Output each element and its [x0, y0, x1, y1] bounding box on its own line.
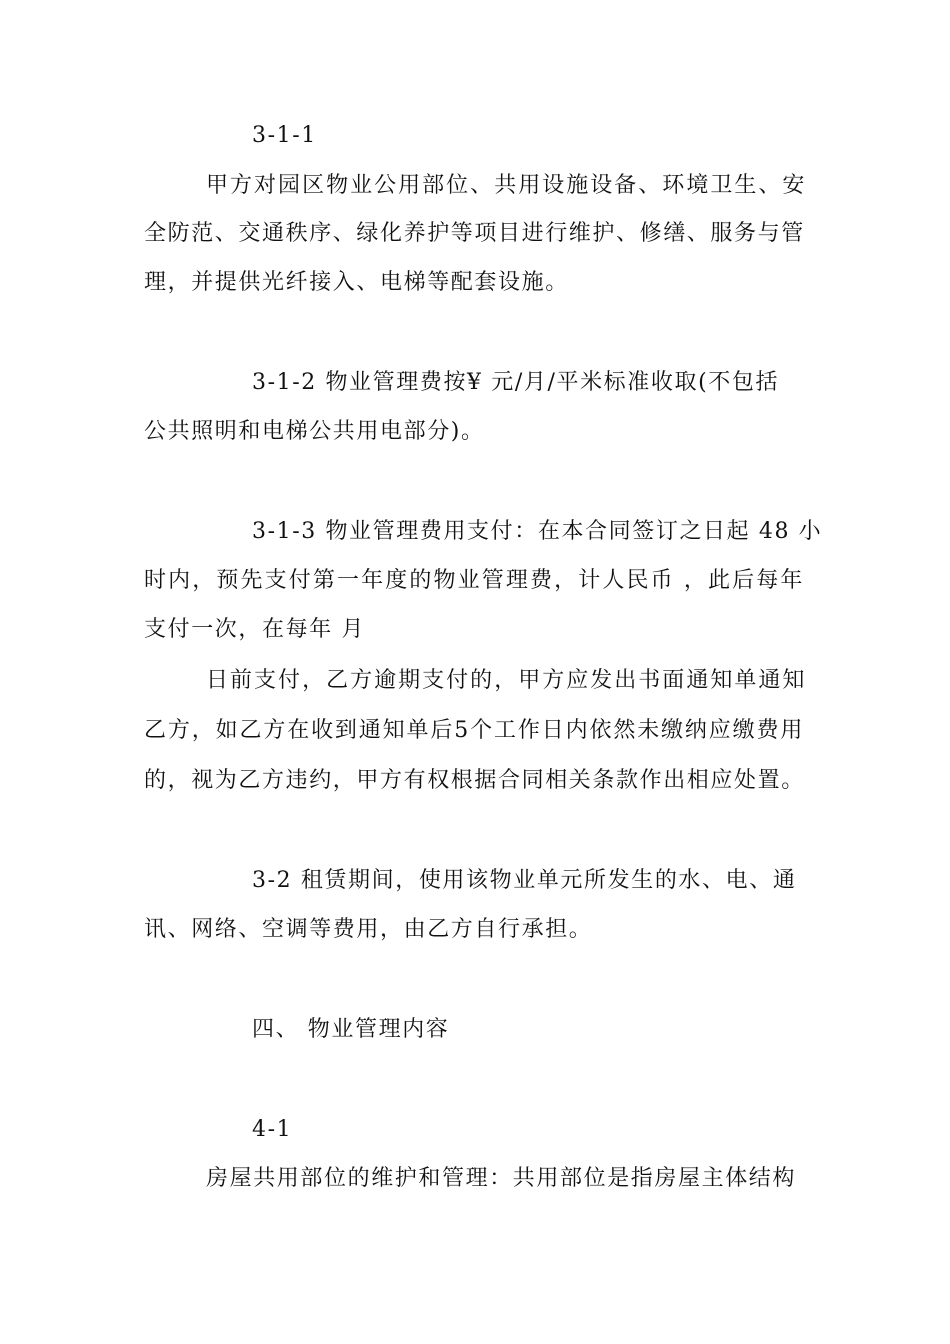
paragraph-line: 房屋共用部位的维护和管理：共用部位是指房屋主体结构 [206, 1166, 797, 1191]
paragraph-line-3-1-3: 3-1-3 物业管理费用支付：在本合同签订之日起 48 小 [252, 519, 823, 544]
paragraph-line: 理，并提供光纤接入、电梯等配套设施。 [144, 270, 569, 295]
paragraph-line: 讯、网络、空调等费用，由乙方自行承担。 [144, 917, 593, 942]
paragraph-line: 乙方，如乙方在收到通知单后5个工作日内依然未缴纳应缴费用 [144, 718, 804, 743]
section-number-3-1-1: 3-1-1 [252, 123, 317, 148]
paragraph-line: 的，视为乙方违约，甲方有权根据合同相关条款作出相应处置。 [144, 768, 805, 793]
paragraph-line-3-2: 3-2 租赁期间，使用该物业单元所发生的水、电、通 [252, 868, 797, 893]
section-number-4-1: 4-1 [252, 1117, 293, 1142]
paragraph-line: 日前支付，乙方逾期支付的，甲方应发出书面通知单通知 [206, 668, 806, 693]
paragraph-line: 甲方对园区物业公用部位、共用设施设备、环境卫生、安 [206, 173, 806, 198]
paragraph-line: 支付一次，在每年 月 [144, 617, 365, 642]
paragraph-line: 公共照明和电梯公共用电部分)。 [144, 419, 485, 444]
paragraph-line: 时内，预先支付第一年度的物业管理费，计人民币 ，此后每年 [144, 568, 804, 593]
paragraph-line-3-1-2: 3-1-2 物业管理费按¥ 元/月/平米标准收取(不包括 [252, 370, 780, 395]
section-heading-4: 四、 物业管理内容 [252, 1017, 450, 1042]
paragraph-line: 全防范、交通秩序、绿化养护等项目进行维护、修缮、服务与管 [144, 221, 805, 246]
